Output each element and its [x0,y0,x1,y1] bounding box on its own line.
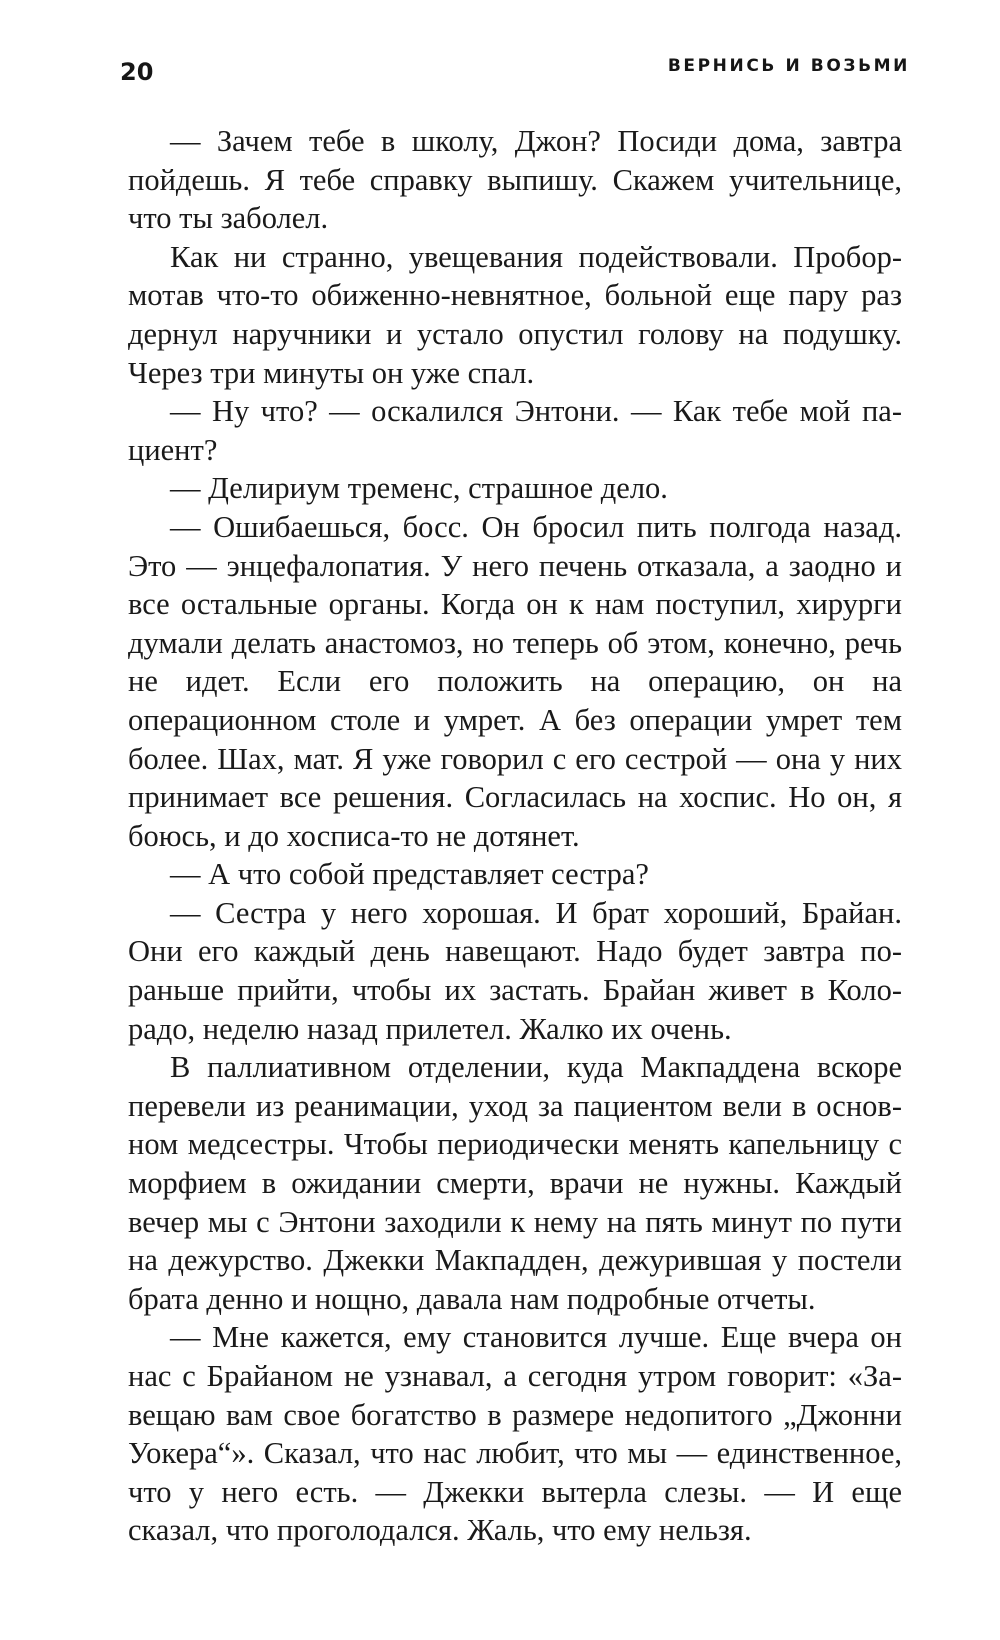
paragraph: — А что собой представляет сестра? [170,857,649,892]
paragraph: — Ошибаешься, босс. Он бросил пить полгода назад. Это — энцефалопатия. У него печень отказала, а заодно и все остальные органы. Когда он к нам поступил, хирурги думали делать анастомоз, но теперь об этом, конечно, речь не идет. Если его положить на операцию, он на операционном столе и умрет. А без операции умрет тем более. Шах, мат. Я уже говорил с его сестрой — она у них принимает все решения. Согласилась на хоспис. Но он, я боюсь, и до хосписа-то не дотянет. [128,509,902,853]
paragraph: — Мне кажется, ему становится лучше. Еще вчера он нас с Брайаном не узнавал, а сегодня утром говорит: «Завещаю вам свое богатство в размере недопитого „Джонни Уокера“». Сказал, что нас любит, что мы — единственное, что у него есть. — Джекки вытерла слезы. — И еще сказал, что проголодался. Жаль, что ему нельзя. [128,1320,902,1548]
body-text [128,122,902,1550]
paragraph: — Сестра у него хорошая. И брат хороший, Брайан. Они его каждый день навещают. Надо будет завтра пораньше прийти, чтобы их застать. Брайан живет в Колорадо, неделю назад прилетел. Жалко их очень. [128,895,902,1046]
paragraph: В паллиативном отделении, куда Макпаддена вскоре перевели из реанимации, уход за пациентом вели в основном медсестры. Чтобы периодически менять капельницу с морфием в ожидании смерти, врачи не нужны. Каждый вечер мы с Энтони заходили к нему на пять минут по пути на дежурство. Джекки Макпадден, дежурившая у постели брата денно и нощно, давала нам подробные отчеты. [128,1050,902,1316]
page-number: 20 [120,58,154,86]
paragraph: — Зачем тебе в школу, Джон? Посиди дома, завтра пойдешь. Я тебе справку выпишу. Скажем учительнице, что ты заболел. [128,124,902,236]
paragraph: Как ни странно, увещевания подействовали. Пробормотав что-то обиженно-невнятное, больной еще пару раз дернул наручники и устало опустил голову на подушку. Через три минуты он уже спал. [128,239,902,390]
page-header [120,52,910,92]
running-title: ВЕРНИСЬ И ВОЗЬМИ [667,56,910,76]
paragraph: — Ну что? — оскалился Энтони. — Как тебе мой пациент? [128,394,902,467]
paragraph: — Делириум тременс, страшное дело. [170,471,668,506]
